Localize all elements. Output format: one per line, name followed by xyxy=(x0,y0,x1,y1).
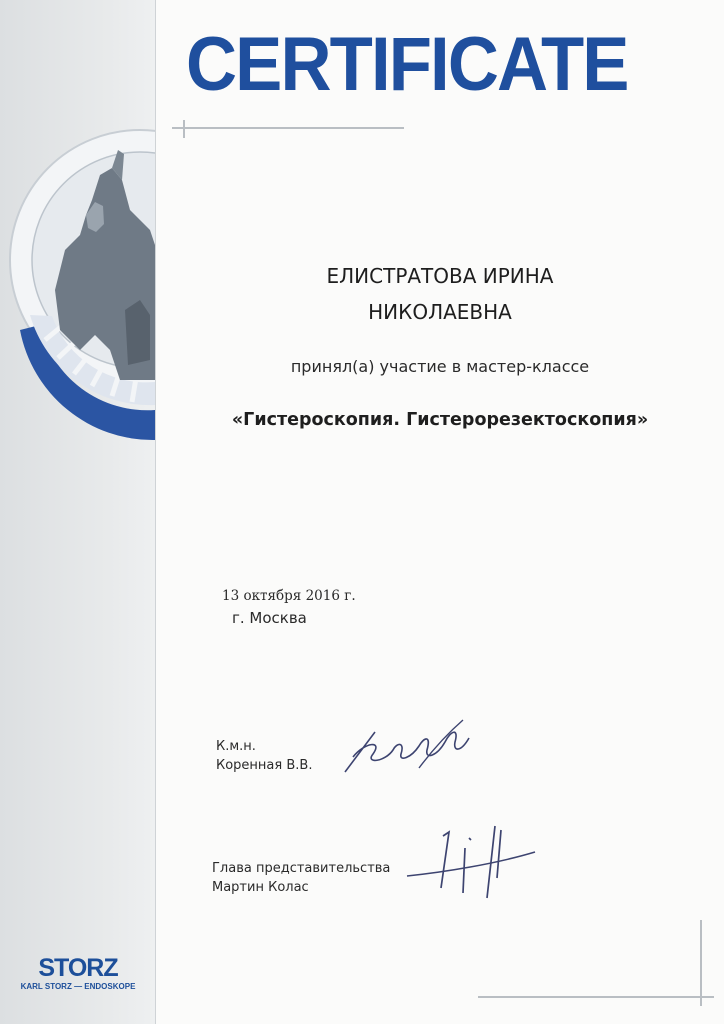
recipient-name xyxy=(230,258,650,330)
event-city: г. Москва xyxy=(232,609,307,627)
event-date: 13 октября 2016 г. xyxy=(222,588,356,604)
participation-text: принял(а) участие в мастер-классе xyxy=(290,357,590,376)
signatory-2-name: Мартин Колас xyxy=(212,880,309,895)
signatory-1 xyxy=(216,737,312,775)
statue-emblem-image xyxy=(0,120,155,460)
certificate-title: CERTIFICATE xyxy=(186,22,628,107)
logo-subtitle: KARL STORZ — ENDOSKOPE xyxy=(20,982,136,991)
signatory-1-name: Коренная В.В. xyxy=(216,758,313,773)
sidebar-panel xyxy=(0,0,156,1024)
course-title: «Гистероскопия. Гистерорезектоскопия» xyxy=(231,410,649,430)
signatory-2 xyxy=(212,859,390,897)
signatory-2-title: Глава представительства xyxy=(212,861,391,876)
recipient-name-line1: ЕЛИСТРАТОВА ИРИНА xyxy=(326,264,554,288)
logo-wordmark: STORZ xyxy=(38,954,118,982)
bottom-divider xyxy=(478,996,714,998)
storz-logo xyxy=(18,955,138,991)
bottom-divider-tick xyxy=(700,920,702,1006)
top-divider xyxy=(172,127,404,129)
recipient-name-line2: НИКОЛАЕВНА xyxy=(368,300,512,324)
signature-2 xyxy=(405,818,545,908)
signatory-1-title: К.м.н. xyxy=(216,739,256,754)
signature-1 xyxy=(335,712,485,782)
top-divider-tick xyxy=(183,120,185,138)
